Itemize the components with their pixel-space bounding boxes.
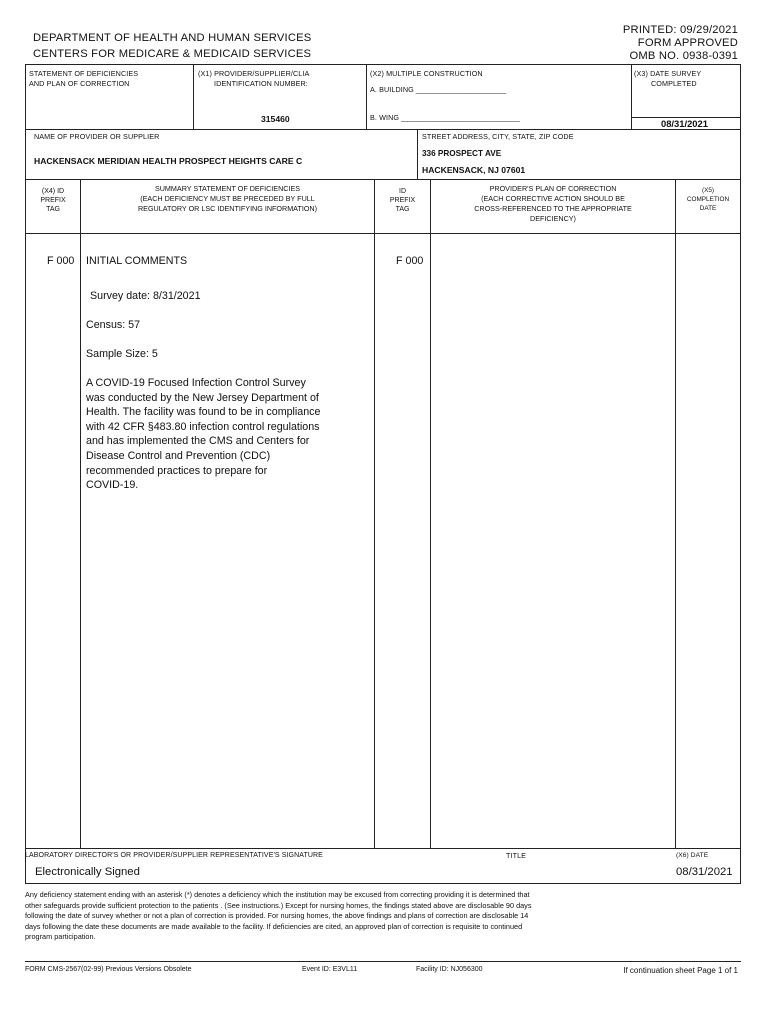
city-state-zip: HACKENSACK, NJ 07601 — [422, 165, 526, 175]
x1-label-1: (X1) PROVIDER/SUPPLIER/CLIA — [198, 69, 310, 78]
form-number: FORM CMS-2567(02-99) Previous Versions Obsolete — [25, 966, 192, 973]
row1-divider-1 — [193, 64, 194, 129]
plan-header — [431, 184, 675, 224]
title-label: TITLE — [506, 851, 527, 860]
disclaimer-line: other safeguards provide sufficient protection to the patients . (See instructions.) Except for nursing homes, the findings stated above are disclosable 90 days — [25, 900, 532, 910]
x5-header-line-1: (X5) — [701, 187, 715, 194]
rule-row1-bottom — [25, 129, 741, 130]
entry-tag: F 000 — [47, 255, 75, 267]
frame-right — [740, 64, 741, 883]
rule-signature-bottom — [25, 883, 741, 884]
id-header-line-2: PREFIX — [389, 197, 416, 204]
provider-name: HACKENSACK MERIDIAN HEALTH PROSPECT HEIGHTS CARE C — [34, 156, 303, 166]
building-label: A. BUILDING ______________________ — [370, 85, 507, 94]
survey-completed-date: 08/31/2021 — [661, 118, 708, 129]
col-divider-id — [430, 179, 431, 848]
provider-divider — [417, 129, 418, 179]
paragraph-line: Health. The facility was found to be in compliance — [86, 406, 321, 419]
id-header-line-3: TAG — [395, 206, 410, 213]
statement-label-2: AND PLAN OF CORRECTION — [29, 79, 130, 88]
event-id: Event ID: E3VL11 — [302, 966, 358, 973]
date-label: (X6) DATE — [676, 852, 709, 859]
x4-header-line-3: TAG — [46, 206, 60, 213]
x3-label-2: COMPLETED — [651, 79, 697, 88]
paragraph-line: A COVID-19 Focused Infection Control Survey — [86, 377, 306, 389]
summary-header — [81, 184, 374, 214]
rule-footer — [25, 961, 741, 962]
paragraph-line: recommended practices to prepare for — [86, 464, 268, 477]
facility-id: Facility ID: NJ056300 — [416, 966, 483, 973]
x5-header — [676, 186, 740, 213]
paragraph-line: was conducted by the New Jersey Department of — [86, 391, 319, 404]
survey-date: Survey date: 8/31/2021 — [90, 290, 201, 302]
department-line-1: DEPARTMENT OF HEALTH AND HUMAN SERVICES — [33, 32, 312, 44]
plan-header-line-3: CROSS-REFERENCED TO THE APPROPRIATE — [474, 204, 632, 213]
x1-label-2: IDENTIFICATION NUMBER: — [214, 79, 308, 88]
signature-date: 08/31/2021 — [676, 866, 733, 878]
omb-number: OMB NO. 0938-0391 — [629, 50, 738, 62]
x4-header-line-1: (X4) ID — [41, 188, 65, 195]
rule-top — [25, 64, 741, 65]
paragraph-line: and has implemented the CMS and Centers for — [86, 435, 310, 448]
x3-label-1: (X3) DATE SURVEY — [634, 69, 702, 78]
paragraph-line: Disease Control and Prevention (CDC) — [86, 449, 271, 462]
wing-label: B. WING _____________________________ — [370, 113, 520, 122]
summary-header-line-2: (EACH DEFICIENCY MUST BE PRECEDED BY FULL — [140, 194, 315, 203]
x5-header-line-2: COMPLETION — [686, 196, 730, 203]
disclaimer — [25, 890, 741, 943]
sample-size: Sample Size: 5 — [86, 348, 158, 360]
provider-id-number: 315460 — [261, 114, 290, 124]
plan-header-line-2: (EACH CORRECTIVE ACTION SHOULD BE — [481, 194, 625, 203]
col-divider-x4 — [80, 179, 81, 848]
id-header — [375, 187, 430, 214]
provider-name-label: NAME OF PROVIDER OR SUPPLIER — [34, 132, 160, 141]
col-divider-summary — [374, 179, 375, 848]
rule-body-bottom — [25, 848, 741, 849]
col-divider-x5 — [675, 179, 676, 848]
entry-title: INITIAL COMMENTS — [86, 255, 188, 267]
id-header-line-1: ID — [399, 188, 406, 195]
signature-value: Electronically Signed — [35, 866, 140, 878]
rule-colhead-bottom — [25, 233, 741, 234]
disclaimer-line: Any deficiency statement ending with an asterisk (*) denotes a deficiency which the institution may be excused from correcting providing it is determined that — [25, 890, 530, 899]
summary-header-line-1: SUMMARY STATEMENT OF DEFICIENCIES — [154, 184, 301, 193]
census: Census: 57 — [86, 319, 141, 331]
street-address-label: STREET ADDRESS, CITY, STATE, ZIP CODE — [422, 132, 574, 141]
paragraph-line: with 42 CFR §483.80 infection control regulations — [86, 420, 320, 433]
row1-divider-2 — [366, 64, 367, 129]
x4-header-line-2: PREFIX — [40, 197, 66, 204]
printed-date: PRINTED: 09/29/2021 — [622, 24, 738, 36]
entry-right-tag: F 000 — [396, 255, 424, 267]
entry-paragraph — [86, 376, 372, 493]
form-approved: FORM APPROVED — [637, 37, 738, 49]
signature-label: LABORATORY DIRECTOR'S OR PROVIDER/SUPPLIER REPRESENTATIVE'S SIGNATURE — [25, 852, 323, 859]
paragraph-line: COVID-19. — [86, 479, 139, 492]
department-line-2: CENTERS FOR MEDICARE & MEDICAID SERVICES — [33, 48, 312, 60]
row1-divider-3 — [631, 64, 632, 129]
x2-label: (X2) MULTIPLE CONSTRUCTION — [370, 69, 483, 78]
plan-header-line-1: PROVIDER'S PLAN OF CORRECTION — [489, 184, 617, 193]
summary-header-line-3: REGULATORY OR LSC IDENTIFYING INFORMATION) — [137, 204, 318, 213]
street-address: 336 PROSPECT AVE — [422, 149, 502, 158]
rule-provider-bottom — [25, 179, 741, 180]
page-indicator: If continuation sheet Page 1 of 1 — [623, 966, 738, 975]
plan-header-line-4: DEFICIENCY) — [530, 214, 576, 223]
statement-label-1: STATEMENT OF DEFICIENCIES — [29, 69, 139, 78]
x5-header-line-3: DATE — [699, 205, 717, 212]
disclaimer-line: days following the date these documents are made available to the facility. If deficiencies are cited, an approved plan of correction is requisite to continued — [25, 921, 523, 931]
disclaimer-line: following the date of survey whether or not a plan of correction is provided. For nursing homes, the above findings and plans of correction are disclosable 14 — [25, 911, 529, 921]
disclaimer-line: program participation. — [25, 932, 96, 942]
x4-header — [26, 187, 80, 214]
